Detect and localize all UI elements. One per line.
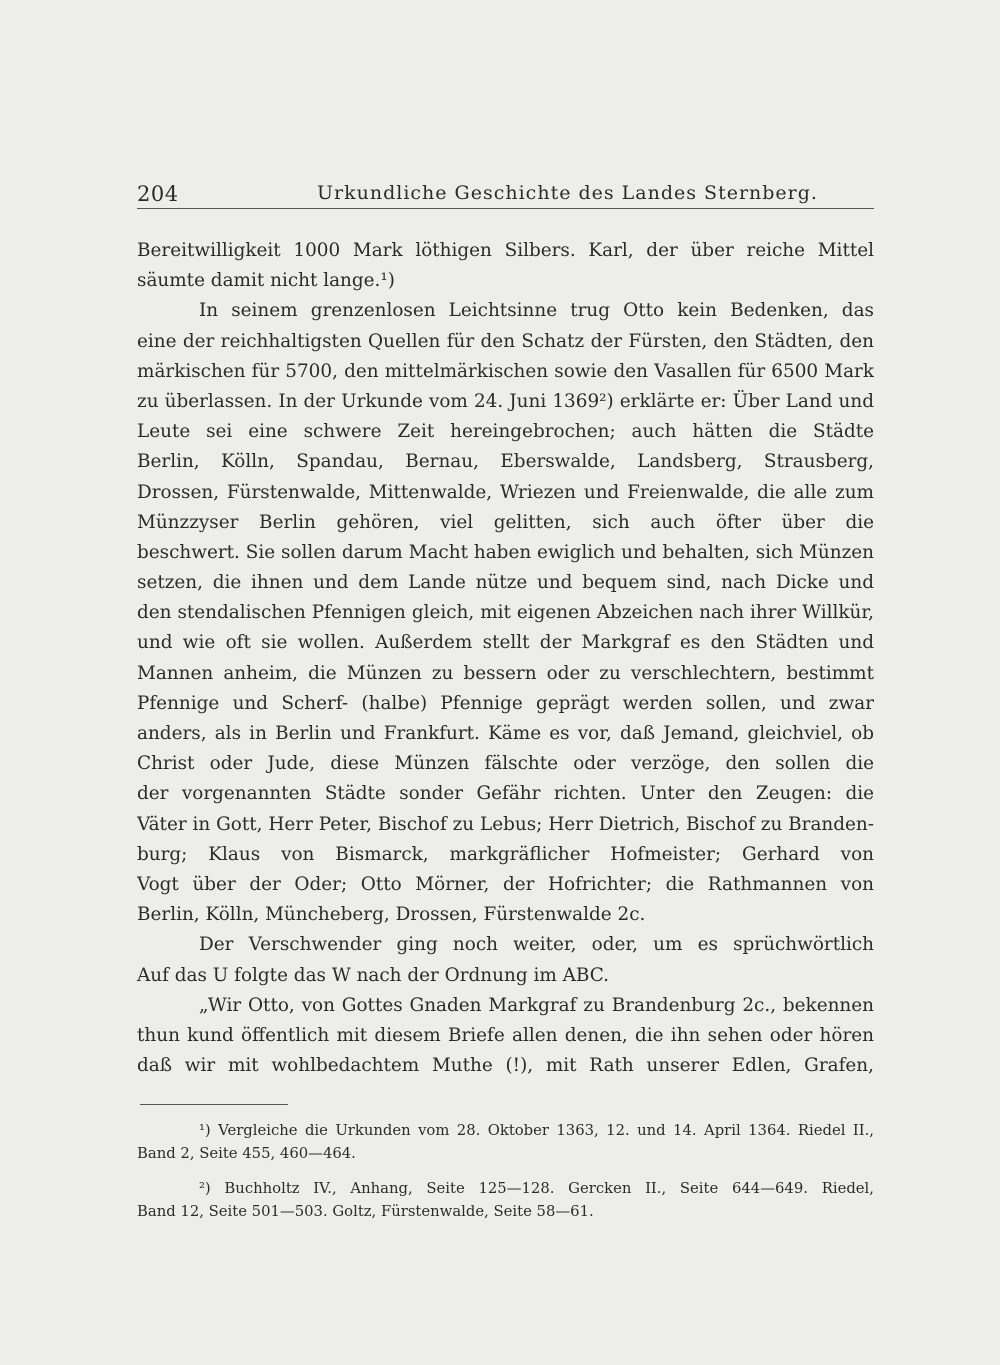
text-line: den stendalischen Pfennigen gleich, mit eigenen Abzeichen nach ihrer Willkür, xyxy=(137,602,874,624)
text-line: Väter in Gott, Herr Peter, Bischof zu Lebus; Herr Dietrich, Bischof zu Branden- xyxy=(137,813,874,835)
text-line: märkischen für 5700, den mittelmärkischen sowie den Vasallen für 6500 Mark xyxy=(137,360,874,382)
footnote-gap xyxy=(137,1165,874,1178)
text-line: Mannen anheim, die Münzen zu bessern oder zu verschlechtern, bestimmt xyxy=(137,662,874,684)
text-line: Berlin, Kölln, Müncheberg, Drossen, Fürstenwalde 2c. xyxy=(137,904,646,926)
text-line: daß wir mit wohlbedachtem Muthe (!), mit Rath unserer Edlen, Grafen, xyxy=(137,1055,874,1077)
text-line: Pfennige und Scherf- (halbe) Pfennige geprägt werden sollen, und zwar xyxy=(137,692,874,714)
page-number: 204 xyxy=(137,182,179,206)
footnote-line: ¹) Vergleiche die Urkunden vom 28. Oktober 1363, 12. und 14. April 1364. Riedel II., xyxy=(199,1122,874,1139)
text-line: In seinem grenzenlosen Leichtsinne trug Otto kein Bedenken, das xyxy=(199,300,874,322)
running-head: Urkundliche Geschichte des Landes Sternberg. xyxy=(317,182,818,204)
text-line: Bereitwilligkeit 1000 Mark löthigen Silbers. Karl, der über reiche Mittel xyxy=(137,240,874,261)
footnotes xyxy=(137,1120,874,1223)
text-line: Auf das U folgte das W nach der Ordnung im ABC. xyxy=(137,964,610,986)
text-line: setzen, die ihnen und dem Lande nütze und bequem sind, nach Dicke und xyxy=(137,572,874,594)
text-line: der vorgenannten Städte sonder Gefähr richten. Unter den Zeugen: die xyxy=(137,783,874,805)
text-line: Christ oder Jude, diese Münzen fälschte oder verzöge, den sollen die xyxy=(137,753,874,775)
text-line: Berlin, Kölln, Spandau, Bernau, Eberswalde, Landsberg, Strausberg, xyxy=(137,451,874,473)
text-line: burg; Klaus von Bismarck, markgräflicher Hofmeister; Gerhard von xyxy=(137,843,874,865)
text-line: „Wir Otto, von Gottes Gnaden Markgraf zu Brandenburg 2c., bekennen xyxy=(199,994,874,1016)
footnote-line: Band 12, Seite 501—503. Goltz, Fürstenwalde, Seite 58—61. xyxy=(137,1202,594,1220)
text-line: Münzzyser Berlin gehören, viel gelitten, sich auch öfter über die xyxy=(137,511,874,533)
text-line: säumte damit nicht lange.¹) xyxy=(137,270,395,292)
page-header xyxy=(137,178,874,209)
text-line: Leute sei eine schwere Zeit hereingebrochen; auch hätten die Städte xyxy=(137,421,874,443)
text-line: eine der reichhaltigsten Quellen für den Schatz der Fürsten, den Städten, den xyxy=(137,330,874,352)
text-line: thun kund öffentlich mit diesem Briefe allen denen, die ihn sehen oder hören xyxy=(137,1024,874,1046)
text-line: und wie oft sie wollen. Außerdem stellt der Markgraf es den Städten und xyxy=(137,632,874,654)
text-line: Der Verschwender ging noch weiter, oder, um es sprüchwörtlich xyxy=(199,934,874,956)
footnote-line: Band 2, Seite 455, 460—464. xyxy=(137,1144,356,1162)
text-line: Vogt über der Oder; Otto Mörner, der Hofrichter; die Rathmannen von xyxy=(137,873,874,895)
footnote-line: ²) Buchholtz IV., Anhang, Seite 125—128. Gercken II., Seite 644—649. Riedel, xyxy=(199,1180,874,1197)
text-line: zu überlassen. In der Urkunde vom 24. Juni 1369²) erklärte er: Über Land und xyxy=(137,390,874,412)
text-line: anders, als in Berlin und Frankfurt. Käme es vor, daß Jemand, gleichviel, ob xyxy=(137,723,874,744)
text-line: Drossen, Fürstenwalde, Mittenwalde, Wriezen und Freienwalde, die alle zum xyxy=(137,481,874,503)
text-line: beschwert. Sie sollen darum Macht haben ewiglich und behalten, sich Münzen xyxy=(137,541,874,563)
body-text xyxy=(137,236,874,1081)
footnote-divider xyxy=(140,1104,288,1105)
